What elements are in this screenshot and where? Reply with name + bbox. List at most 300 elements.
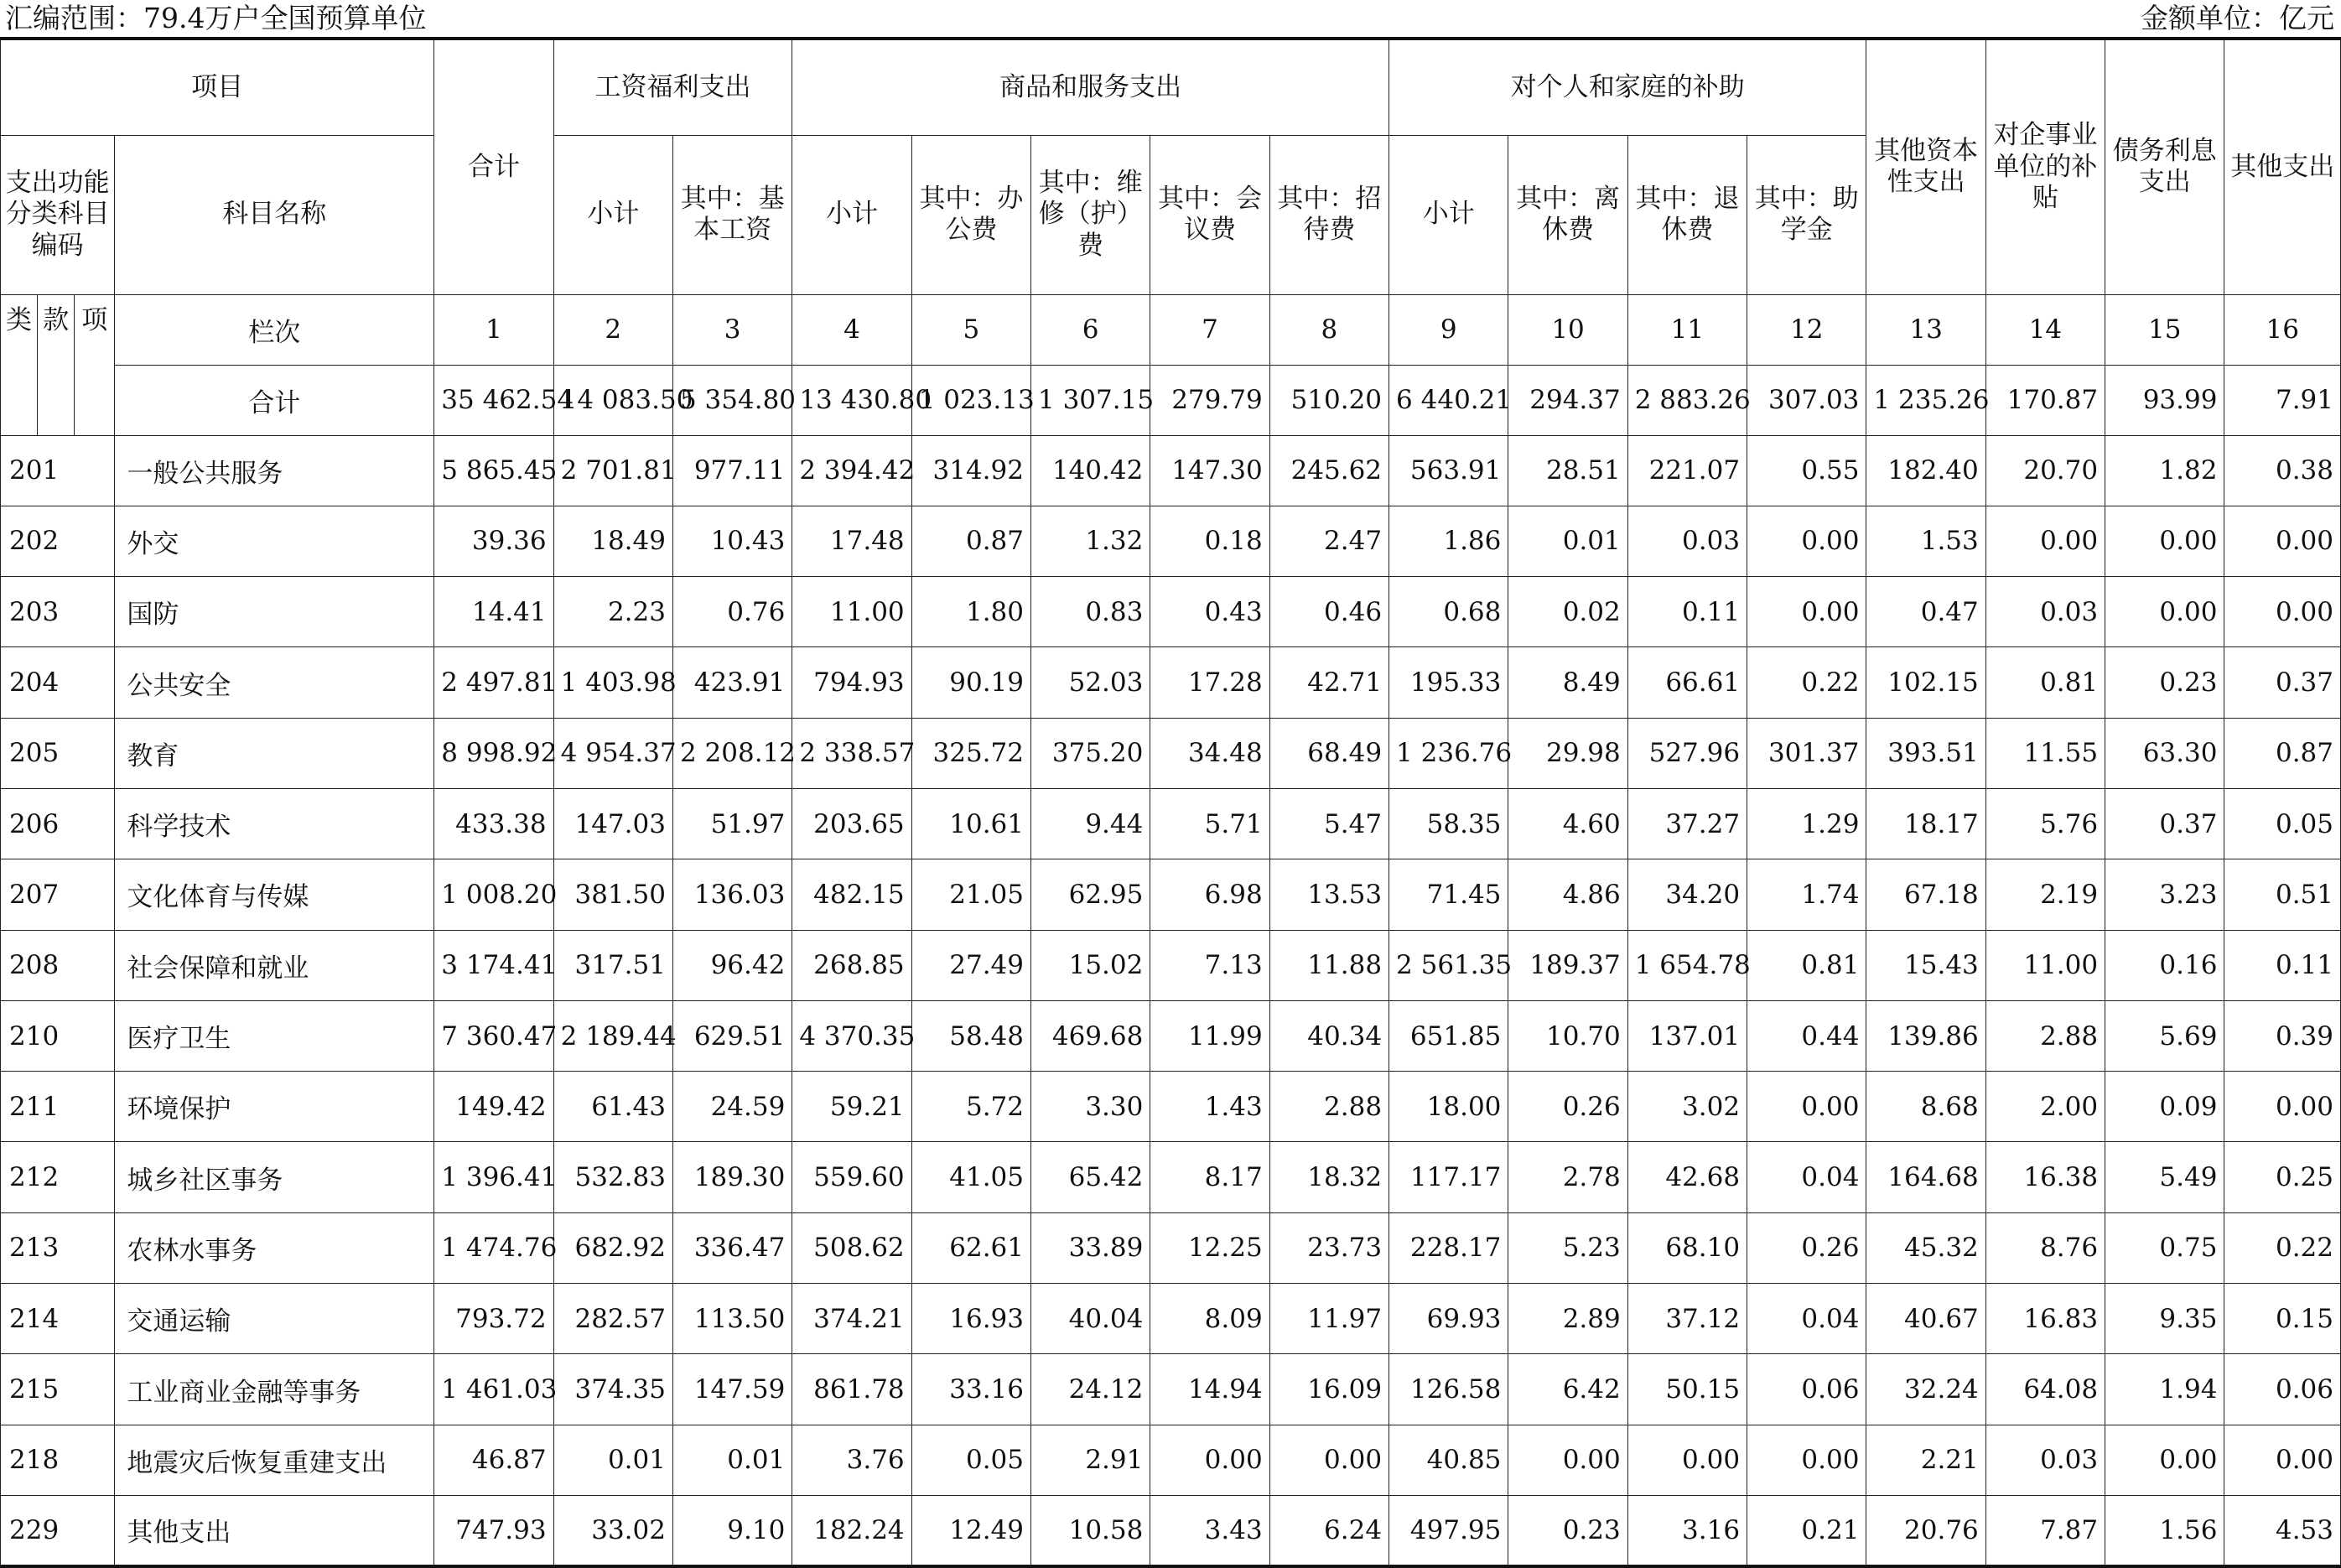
- value-cell: 3.16: [1627, 1495, 1747, 1565]
- column-number: 7: [1150, 294, 1269, 365]
- column-number: 13: [1866, 294, 1985, 365]
- sum-cell: 6 440.21: [1389, 365, 1508, 435]
- value-cell: 423.91: [672, 647, 792, 718]
- value-cell: 0.51: [2224, 859, 2341, 930]
- value-cell: 0.22: [2224, 1212, 2341, 1283]
- table-row: [1, 1000, 2341, 1071]
- value-cell: 59.21: [792, 1072, 911, 1142]
- value-cell: 381.50: [553, 859, 672, 930]
- value-cell: 7.87: [1985, 1495, 2105, 1565]
- value-cell: 268.85: [792, 930, 911, 1000]
- value-cell: 497.95: [1389, 1495, 1508, 1565]
- value-cell: 314.92: [911, 435, 1030, 506]
- class-label: 类: [1, 294, 38, 435]
- value-cell: 39.36: [434, 506, 553, 576]
- value-cell: 62.95: [1031, 859, 1150, 930]
- sum-cell: 294.37: [1508, 365, 1627, 435]
- value-cell: 0.00: [2224, 1425, 2341, 1495]
- subject-name: 环境保护: [115, 1072, 434, 1142]
- value-cell: 182.40: [1866, 435, 1985, 506]
- value-cell: 375.20: [1031, 718, 1150, 788]
- value-cell: 0.02: [1508, 577, 1627, 647]
- value-cell: 16.09: [1269, 1354, 1389, 1425]
- value-cell: 0.03: [1985, 1425, 2105, 1495]
- value-cell: 149.42: [434, 1072, 553, 1142]
- sum-cell: 170.87: [1985, 365, 2105, 435]
- value-cell: 1.86: [1389, 506, 1508, 576]
- sum-cell: 1 307.15: [1031, 365, 1150, 435]
- value-cell: 8 998.92: [434, 718, 553, 788]
- value-cell: 40.85: [1389, 1425, 1508, 1495]
- value-cell: 325.72: [911, 718, 1030, 788]
- value-cell: 182.24: [792, 1495, 911, 1565]
- sum-cell: 510.20: [1269, 365, 1389, 435]
- value-cell: 24.59: [672, 1072, 792, 1142]
- value-cell: 2.89: [1508, 1284, 1627, 1354]
- value-cell: 40.67: [1866, 1284, 1985, 1354]
- value-cell: 9.10: [672, 1495, 792, 1565]
- value-cell: 1 461.03: [434, 1354, 553, 1425]
- value-cell: 0.55: [1747, 435, 1866, 506]
- subject-name: 医疗卫生: [115, 1000, 434, 1071]
- value-cell: 4.86: [1508, 859, 1627, 930]
- column-number: 12: [1747, 294, 1866, 365]
- value-cell: 16.83: [1985, 1284, 2105, 1354]
- value-cell: 34.20: [1627, 859, 1747, 930]
- column-number: 9: [1389, 294, 1508, 365]
- value-cell: 3.43: [1150, 1495, 1269, 1565]
- column-number: 10: [1508, 294, 1627, 365]
- value-cell: 508.62: [792, 1212, 911, 1283]
- goods-subtotal-header: 小计: [792, 135, 911, 294]
- value-cell: 4 954.37: [553, 718, 672, 788]
- value-cell: 5.23: [1508, 1212, 1627, 1283]
- table-row: [1, 1354, 2341, 1425]
- sum-cell: 2 883.26: [1627, 365, 1747, 435]
- table-row: [1, 859, 2341, 930]
- function-code: 210: [1, 1000, 115, 1071]
- value-cell: 2.21: [1866, 1425, 1985, 1495]
- wage-group-header: 工资福利支出: [553, 39, 792, 135]
- value-cell: 5.47: [1269, 788, 1389, 859]
- sum-cell: 307.03: [1747, 365, 1866, 435]
- function-code: 218: [1, 1425, 115, 1495]
- function-code: 203: [1, 577, 115, 647]
- item-label: 项: [75, 294, 115, 435]
- value-cell: 563.91: [1389, 435, 1508, 506]
- value-cell: 0.00: [1627, 1425, 1747, 1495]
- function-code: 214: [1, 1284, 115, 1354]
- value-cell: 147.03: [553, 788, 672, 859]
- value-cell: 63.30: [2105, 718, 2224, 788]
- value-cell: 0.38: [2224, 435, 2341, 506]
- value-cell: 62.61: [911, 1212, 1030, 1283]
- value-cell: 1.74: [1747, 859, 1866, 930]
- value-cell: 66.61: [1627, 647, 1747, 718]
- subject-name: 科学技术: [115, 788, 434, 859]
- sum-cell: 5 354.80: [672, 365, 792, 435]
- value-cell: 0.00: [1747, 1425, 1866, 1495]
- subject-name: 农林水事务: [115, 1212, 434, 1283]
- value-cell: 0.47: [1866, 577, 1985, 647]
- value-cell: 16.93: [911, 1284, 1030, 1354]
- table-row: [1, 788, 2341, 859]
- value-cell: 14.41: [434, 577, 553, 647]
- value-cell: 13.53: [1269, 859, 1389, 930]
- value-cell: 336.47: [672, 1212, 792, 1283]
- value-cell: 0.01: [553, 1425, 672, 1495]
- value-cell: 282.57: [553, 1284, 672, 1354]
- student-aid-header: 其中：助学金: [1747, 135, 1866, 294]
- value-cell: 61.43: [553, 1072, 672, 1142]
- value-cell: 29.98: [1508, 718, 1627, 788]
- value-cell: 113.50: [672, 1284, 792, 1354]
- value-cell: 0.23: [1508, 1495, 1627, 1565]
- value-cell: 0.83: [1031, 577, 1150, 647]
- subject-name: 国防: [115, 577, 434, 647]
- value-cell: 71.45: [1389, 859, 1508, 930]
- subject-name: 城乡社区事务: [115, 1142, 434, 1212]
- value-cell: 68.49: [1269, 718, 1389, 788]
- value-cell: 9.44: [1031, 788, 1150, 859]
- value-cell: 96.42: [672, 930, 792, 1000]
- value-cell: 8.76: [1985, 1212, 2105, 1283]
- value-cell: 1.82: [2105, 435, 2224, 506]
- value-cell: 374.21: [792, 1284, 911, 1354]
- value-cell: 12.49: [911, 1495, 1030, 1565]
- value-cell: 0.04: [1747, 1284, 1866, 1354]
- value-cell: 10.70: [1508, 1000, 1627, 1071]
- value-cell: 41.05: [911, 1142, 1030, 1212]
- value-cell: 8.09: [1150, 1284, 1269, 1354]
- value-cell: 0.00: [2105, 1425, 2224, 1495]
- value-cell: 0.16: [2105, 930, 2224, 1000]
- value-cell: 0.01: [1508, 506, 1627, 576]
- value-cell: 0.00: [1269, 1425, 1389, 1495]
- value-cell: 0.03: [1985, 577, 2105, 647]
- column-number: 3: [672, 294, 792, 365]
- value-cell: 24.12: [1031, 1354, 1150, 1425]
- value-cell: 0.05: [2224, 788, 2341, 859]
- value-cell: 0.26: [1508, 1072, 1627, 1142]
- value-cell: 228.17: [1389, 1212, 1508, 1283]
- value-cell: 0.00: [1150, 1425, 1269, 1495]
- value-cell: 140.42: [1031, 435, 1150, 506]
- value-cell: 0.75: [2105, 1212, 2224, 1283]
- function-code: 202: [1, 506, 115, 576]
- value-cell: 5.49: [2105, 1142, 2224, 1212]
- value-cell: 1 654.78: [1627, 930, 1747, 1000]
- value-cell: 0.11: [2224, 930, 2341, 1000]
- value-cell: 3.30: [1031, 1072, 1150, 1142]
- value-cell: 0.09: [2105, 1072, 2224, 1142]
- function-code: 208: [1, 930, 115, 1000]
- value-cell: 469.68: [1031, 1000, 1150, 1071]
- value-cell: 317.51: [553, 930, 672, 1000]
- value-cell: 794.93: [792, 647, 911, 718]
- retirement-tuixiu-header: 其中：退休费: [1627, 135, 1747, 294]
- subject-name: 公共安全: [115, 647, 434, 718]
- value-cell: 245.62: [1269, 435, 1389, 506]
- value-cell: 0.03: [1627, 506, 1747, 576]
- column-number: 8: [1269, 294, 1389, 365]
- table-row: [1, 718, 2341, 788]
- value-cell: 189.30: [672, 1142, 792, 1212]
- section-label: 款: [38, 294, 75, 435]
- value-cell: 2 561.35: [1389, 930, 1508, 1000]
- value-cell: 10.43: [672, 506, 792, 576]
- value-cell: 5 865.45: [434, 435, 553, 506]
- table-row: [1, 506, 2341, 576]
- value-cell: 189.37: [1508, 930, 1627, 1000]
- value-cell: 6.98: [1150, 859, 1269, 930]
- table-row: [1, 1142, 2341, 1212]
- value-cell: 40.04: [1031, 1284, 1150, 1354]
- sum-row-label: 合计: [115, 365, 434, 435]
- value-cell: 0.68: [1389, 577, 1508, 647]
- column-number: 16: [2224, 294, 2341, 365]
- value-cell: 90.19: [911, 647, 1030, 718]
- value-cell: 0.76: [672, 577, 792, 647]
- value-cell: 46.87: [434, 1425, 553, 1495]
- value-cell: 58.35: [1389, 788, 1508, 859]
- value-cell: 15.02: [1031, 930, 1150, 1000]
- function-code: 213: [1, 1212, 115, 1283]
- value-cell: 527.96: [1627, 718, 1747, 788]
- sum-cell: 7.91: [2224, 365, 2341, 435]
- value-cell: 18.00: [1389, 1072, 1508, 1142]
- subject-name: 地震灾后恢复重建支出: [115, 1425, 434, 1495]
- subject-name: 社会保障和就业: [115, 930, 434, 1000]
- value-cell: 0.00: [1508, 1425, 1627, 1495]
- function-code: 205: [1, 718, 115, 788]
- value-cell: 147.59: [672, 1354, 792, 1425]
- value-cell: 0.00: [2105, 577, 2224, 647]
- value-cell: 2 394.42: [792, 435, 911, 506]
- value-cell: 11.88: [1269, 930, 1389, 1000]
- value-cell: 8.68: [1866, 1072, 1985, 1142]
- value-cell: 0.25: [2224, 1142, 2341, 1212]
- value-cell: 2 338.57: [792, 718, 911, 788]
- goods-group-header: 商品和服务支出: [792, 39, 1389, 135]
- value-cell: 0.00: [2224, 577, 2341, 647]
- value-cell: 3.23: [2105, 859, 2224, 930]
- value-cell: 17.48: [792, 506, 911, 576]
- table-row: [1, 1072, 2341, 1142]
- value-cell: 33.16: [911, 1354, 1030, 1425]
- value-cell: 0.15: [2224, 1284, 2341, 1354]
- value-cell: 651.85: [1389, 1000, 1508, 1071]
- function-code: 215: [1, 1354, 115, 1425]
- function-code: 204: [1, 647, 115, 718]
- column-number: 4: [792, 294, 911, 365]
- value-cell: 0.00: [2105, 506, 2224, 576]
- function-code: 206: [1, 788, 115, 859]
- sum-cell: 14 083.50: [553, 365, 672, 435]
- value-cell: 0.23: [2105, 647, 2224, 718]
- value-cell: 42.68: [1627, 1142, 1747, 1212]
- budget-expenditure-table: [0, 37, 2341, 1568]
- value-cell: 117.17: [1389, 1142, 1508, 1212]
- basic-wage-header: 其中：基本工资: [672, 135, 792, 294]
- value-cell: 0.81: [1985, 647, 2105, 718]
- value-cell: 32.24: [1866, 1354, 1985, 1425]
- hospitality-fee-header: 其中：招待费: [1269, 135, 1389, 294]
- value-cell: 482.15: [792, 859, 911, 930]
- value-cell: 33.02: [553, 1495, 672, 1565]
- value-cell: 2.00: [1985, 1072, 2105, 1142]
- other-capital-header: 其他资本性支出: [1866, 39, 1985, 294]
- value-cell: 9.35: [2105, 1284, 2224, 1354]
- value-cell: 65.42: [1031, 1142, 1150, 1212]
- value-cell: 6.42: [1508, 1354, 1627, 1425]
- value-cell: 68.10: [1627, 1212, 1747, 1283]
- subject-name: 工业商业金融等事务: [115, 1354, 434, 1425]
- value-cell: 1.32: [1031, 506, 1150, 576]
- sum-cell: 13 430.80: [792, 365, 911, 435]
- subject-name: 教育: [115, 718, 434, 788]
- value-cell: 40.34: [1269, 1000, 1389, 1071]
- table-row: [1, 647, 2341, 718]
- value-cell: 682.92: [553, 1212, 672, 1283]
- function-code: 201: [1, 435, 115, 506]
- value-cell: 0.21: [1747, 1495, 1866, 1565]
- value-cell: 0.00: [2224, 506, 2341, 576]
- value-cell: 2.88: [1269, 1072, 1389, 1142]
- value-cell: 0.00: [1747, 577, 1866, 647]
- table-row: [1, 435, 2341, 506]
- subject-name: 文化体育与传媒: [115, 859, 434, 930]
- value-cell: 0.37: [2105, 788, 2224, 859]
- item-header: 项目: [1, 39, 434, 135]
- value-cell: 67.18: [1866, 859, 1985, 930]
- name-header: 科目名称: [115, 135, 434, 294]
- value-cell: 203.65: [792, 788, 911, 859]
- value-cell: 147.30: [1150, 435, 1269, 506]
- column-number: 6: [1031, 294, 1150, 365]
- value-cell: 3.02: [1627, 1072, 1747, 1142]
- code-header: 支出功能分类科目编码: [1, 135, 115, 294]
- value-cell: 4.60: [1508, 788, 1627, 859]
- value-cell: 42.71: [1269, 647, 1389, 718]
- value-cell: 37.12: [1627, 1284, 1747, 1354]
- value-cell: 747.93: [434, 1495, 553, 1565]
- value-cell: 136.03: [672, 859, 792, 930]
- value-cell: 5.69: [2105, 1000, 2224, 1071]
- value-cell: 793.72: [434, 1284, 553, 1354]
- value-cell: 8.17: [1150, 1142, 1269, 1212]
- value-cell: 11.00: [1985, 930, 2105, 1000]
- value-cell: 374.35: [553, 1354, 672, 1425]
- value-cell: 0.04: [1747, 1142, 1866, 1212]
- value-cell: 20.76: [1866, 1495, 1985, 1565]
- value-cell: 0.00: [1747, 1072, 1866, 1142]
- function-code: 212: [1, 1142, 115, 1212]
- value-cell: 17.28: [1150, 647, 1269, 718]
- value-cell: 1.94: [2105, 1354, 2224, 1425]
- value-cell: 1 396.41: [434, 1142, 553, 1212]
- value-cell: 15.43: [1866, 930, 1985, 1000]
- value-cell: 532.83: [553, 1142, 672, 1212]
- subject-name: 其他支出: [115, 1495, 434, 1565]
- value-cell: 11.99: [1150, 1000, 1269, 1071]
- value-cell: 11.97: [1269, 1284, 1389, 1354]
- value-cell: 0.11: [1627, 577, 1747, 647]
- value-cell: 37.27: [1627, 788, 1747, 859]
- value-cell: 393.51: [1866, 718, 1985, 788]
- value-cell: 7 360.47: [434, 1000, 553, 1071]
- sum-cell: 279.79: [1150, 365, 1269, 435]
- value-cell: 51.97: [672, 788, 792, 859]
- value-cell: 18.32: [1269, 1142, 1389, 1212]
- value-cell: 126.58: [1389, 1354, 1508, 1425]
- value-cell: 5.71: [1150, 788, 1269, 859]
- value-cell: 102.15: [1866, 647, 1985, 718]
- retirement-lixiu-header: 其中：离休费: [1508, 135, 1627, 294]
- value-cell: 0.37: [2224, 647, 2341, 718]
- function-code: 229: [1, 1495, 115, 1565]
- value-cell: 164.68: [1866, 1142, 1985, 1212]
- compilation-scope: 汇编范围：79.4万户全国预算单位: [5, 2, 427, 34]
- row-index-label: 栏次: [115, 294, 434, 365]
- function-code: 207: [1, 859, 115, 930]
- value-cell: 0.87: [2224, 718, 2341, 788]
- subject-name: 交通运输: [115, 1284, 434, 1354]
- table-row: [1, 1284, 2341, 1354]
- value-cell: 1.80: [911, 577, 1030, 647]
- report-header: [0, 0, 2341, 37]
- value-cell: 0.81: [1747, 930, 1866, 1000]
- sum-cell: 1 023.13: [911, 365, 1030, 435]
- value-cell: 0.44: [1747, 1000, 1866, 1071]
- meeting-fee-header: 其中：会议费: [1150, 135, 1269, 294]
- enterprise-subsidy-header: 对企事业单位的补贴: [1985, 39, 2105, 294]
- value-cell: 7.13: [1150, 930, 1269, 1000]
- table-row: [1, 1425, 2341, 1495]
- value-cell: 52.03: [1031, 647, 1150, 718]
- other-expense-header: 其他支出: [2224, 39, 2341, 294]
- value-cell: 0.18: [1150, 506, 1269, 576]
- value-cell: 64.08: [1985, 1354, 2105, 1425]
- value-cell: 2.23: [553, 577, 672, 647]
- value-cell: 4 370.35: [792, 1000, 911, 1071]
- subject-name: 一般公共服务: [115, 435, 434, 506]
- value-cell: 1 403.98: [553, 647, 672, 718]
- value-cell: 45.32: [1866, 1212, 1985, 1283]
- value-cell: 0.00: [1985, 506, 2105, 576]
- value-cell: 11.00: [792, 577, 911, 647]
- debt-interest-header: 债务利息支出: [2105, 39, 2224, 294]
- subject-name: 外交: [115, 506, 434, 576]
- value-cell: 0.06: [2224, 1354, 2341, 1425]
- value-cell: 1 008.20: [434, 859, 553, 930]
- value-cell: 34.48: [1150, 718, 1269, 788]
- maintenance-fee-header: 其中：维修（护）费: [1031, 135, 1150, 294]
- value-cell: 0.05: [911, 1425, 1030, 1495]
- value-cell: 4.53: [2224, 1495, 2341, 1565]
- value-cell: 10.58: [1031, 1495, 1150, 1565]
- column-number: 15: [2105, 294, 2224, 365]
- value-cell: 2 208.12: [672, 718, 792, 788]
- total-header: 合计: [434, 39, 553, 294]
- wage-subtotal-header: 小计: [553, 135, 672, 294]
- value-cell: 18.17: [1866, 788, 1985, 859]
- value-cell: 433.38: [434, 788, 553, 859]
- value-cell: 27.49: [911, 930, 1030, 1000]
- value-cell: 23.73: [1269, 1212, 1389, 1283]
- value-cell: 14.94: [1150, 1354, 1269, 1425]
- value-cell: 1.56: [2105, 1495, 2224, 1565]
